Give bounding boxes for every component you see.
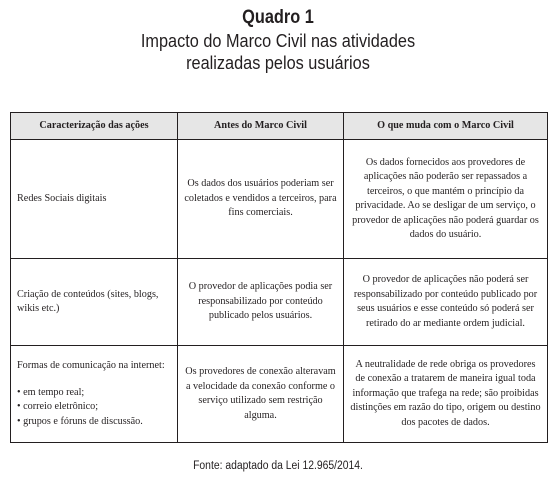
cell-antes: O provedor de aplicações podia ser responsabilizado por conteúdo publicado pelos usuários. (178, 259, 344, 346)
acao-bullet-list (17, 386, 171, 430)
cell-acao: Criação de conteúdos (sites, blogs, wikis etc.) (11, 259, 178, 346)
cell-antes: Os provedores de conexão alteravam a velocidade da conexão conforme o serviço utilizado sem restrição alguma. (178, 346, 344, 443)
subtitle-line: realizadas pelos usuários (186, 52, 370, 73)
header-depois: O que muda com o Marco Civil (344, 113, 548, 140)
quadro-title: Quadro 1 (242, 7, 314, 28)
table-row (11, 140, 548, 259)
header-caracterizacao: Caracterização das ações (11, 113, 178, 140)
bullet-item: • grupos e fóruns de discussão. (17, 415, 171, 430)
cell-acao: Redes Sociais digitais (11, 140, 178, 259)
bullet-item: • correio eletrônico; (17, 400, 171, 415)
cell-depois: A neutralidade de rede obriga os provedores de conexão a tratarem de maneira igual toda informação que trafega na rede; são proibidas distinções em razão do tipo, origem ou destino dos pacotes de dados. (344, 346, 548, 443)
cell-antes: Os dados dos usuários poderiam ser coletados e vendidos a terceiros, para fins comerciais. (178, 140, 344, 259)
source-note: Fonte: adaptado da Lei 12.965/2014. (193, 460, 363, 472)
subtitle-line: Impacto do Marco Civil nas atividades (140, 30, 416, 51)
cell-depois: Os dados fornecidos aos provedores de aplicações não poderão ser repassados a terceiros, o que mantém o princípio da privacidade. Ao se desligar de um serviço, o provedor de aplicações não poderá guardar os dados do usuário. (344, 140, 548, 259)
bullet-item: • em tempo real; (17, 386, 171, 401)
acao-label: Formas de comunicação na internet: (17, 360, 165, 371)
table-row (11, 259, 548, 346)
table-header-row (11, 113, 548, 140)
header-antes: Antes do Marco Civil (178, 113, 344, 140)
table-row (11, 346, 548, 443)
cell-acao (11, 346, 178, 443)
quadro-subtitle (33, 30, 522, 74)
cell-depois: O provedor de aplicações não poderá ser responsabilizado por conteúdo publicado por seus usuários e esse conteúdo só poderá ser retirado do ar mediante ordem judicial. (344, 259, 548, 346)
quadro-table (10, 112, 548, 443)
